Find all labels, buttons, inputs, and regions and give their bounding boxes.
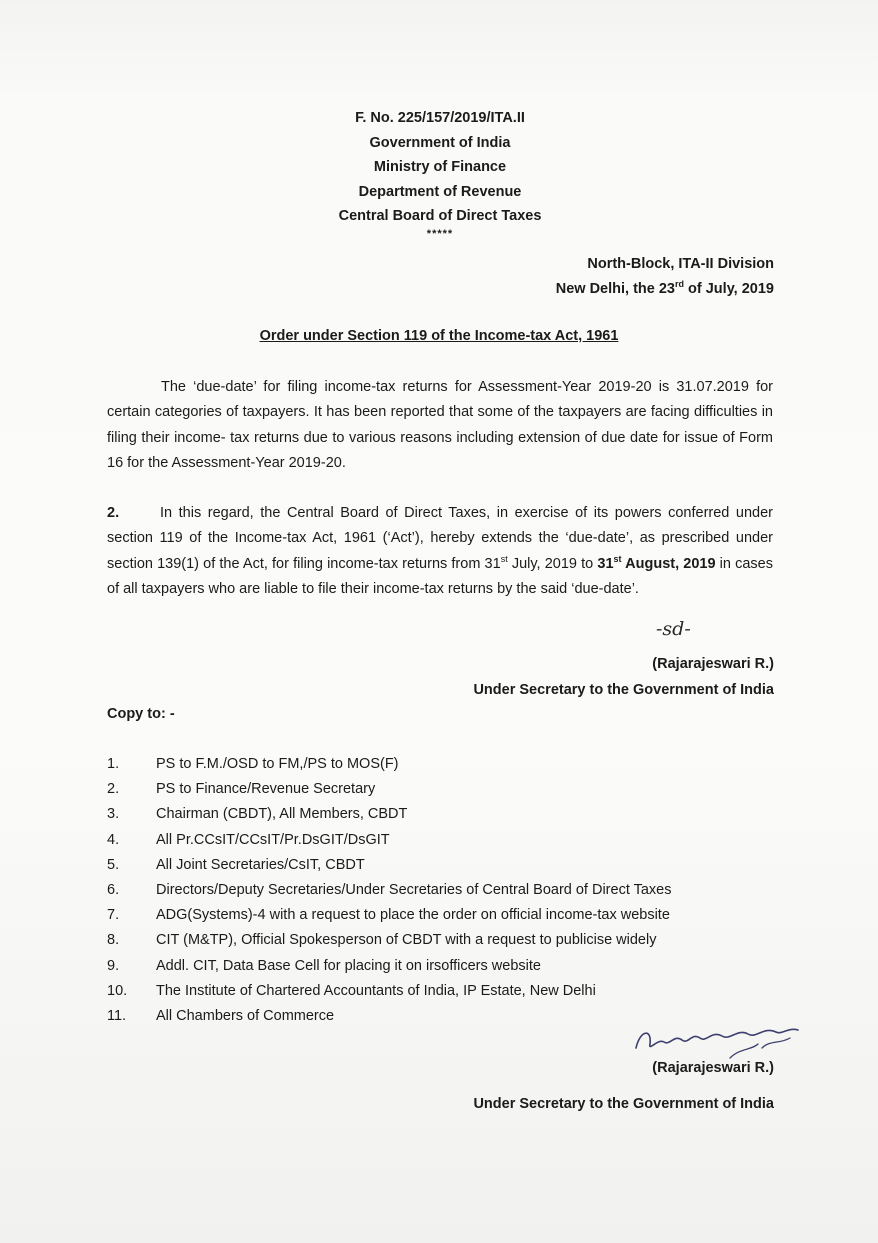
list-item bbox=[107, 752, 672, 777]
list-item-number: 5. bbox=[107, 856, 120, 873]
list-item bbox=[107, 853, 672, 878]
list-item bbox=[107, 928, 672, 953]
list-item-number: 7. bbox=[107, 907, 120, 924]
list-item-text: All Pr.CCsIT/CCsIT/Pr.DsGIT/DsGIT bbox=[156, 831, 390, 848]
list-item-number: 9. bbox=[107, 957, 120, 974]
list-item-text: CIT (M&TP), Official Spokesperson of CBDT with a request to publicise widely bbox=[156, 932, 657, 949]
ministry-line: Ministry of Finance bbox=[373, 159, 507, 175]
order-title: Order under Section 119 of the Income-tax Act, 1961 bbox=[259, 328, 619, 344]
file-number: F. No. 225/157/2019/ITA.II bbox=[355, 110, 525, 126]
copy-to-list bbox=[107, 752, 672, 1029]
paragraph-1: The ‘due-date’ for filing income-tax returns for Assessment-Year 2019-20 is 31.07.2019 for certain categories of taxpayers. It has been reported that some of the taxpayers are facing difficulties in filing their income- tax returns due to various reasons including extension of due date for issue of Form 16 for the Assessment-Year 2019-20. bbox=[107, 379, 773, 471]
list-item-number: 4. bbox=[107, 831, 120, 848]
list-item-text: All Chambers of Commerce bbox=[156, 1008, 335, 1025]
signatory-name: (Rajarajeswari R.) bbox=[652, 656, 774, 672]
sd-mark: -sd- bbox=[656, 618, 691, 640]
list-item-number: 3. bbox=[107, 806, 120, 823]
list-item bbox=[107, 878, 672, 903]
place-date-block bbox=[556, 252, 774, 301]
para2-bold-a: 31 bbox=[597, 555, 614, 572]
list-item bbox=[107, 954, 672, 979]
signatory2-designation: Under Secretary to the Government of India bbox=[473, 1096, 774, 1112]
list-item bbox=[107, 828, 672, 853]
list-item bbox=[107, 802, 672, 827]
department-line: Department of Revenue bbox=[358, 183, 522, 200]
para2-sup-b: st bbox=[613, 553, 622, 564]
list-item-text: PS to Finance/Revenue Secretary bbox=[156, 781, 376, 798]
date-suffix: of July, 2019 bbox=[684, 280, 774, 297]
government-line: Government of India bbox=[369, 134, 511, 151]
list-item bbox=[107, 777, 672, 802]
list-item bbox=[107, 903, 672, 928]
list-item-number: 1. bbox=[107, 756, 120, 772]
signatory-designation: Under Secretary to the Government of India bbox=[473, 682, 774, 698]
signatory-block bbox=[473, 651, 774, 703]
para2-bold-b: August, 2019 bbox=[621, 555, 716, 572]
para2-text-b: July, 2019 to bbox=[507, 555, 598, 572]
list-item-number: 2. bbox=[107, 781, 120, 798]
office-line: North-Block, ITA-II Division bbox=[587, 256, 774, 272]
copy-to-label: Copy to: - bbox=[107, 706, 175, 722]
board-line: Central Board of Direct Taxes bbox=[338, 208, 542, 224]
list-item-number: 10. bbox=[107, 982, 128, 999]
para2-text-c: in cases of all taxpayers who are liable to file their income-tax returns by the said ‘due-date’. bbox=[107, 555, 773, 597]
list-item-text: ADG(Systems)-4 with a request to place the order on official income-tax website bbox=[156, 907, 670, 924]
paragraph-2 bbox=[107, 501, 773, 602]
para2-sup-a: st bbox=[500, 553, 508, 564]
list-item bbox=[107, 979, 672, 1004]
list-item-text: Addl. CIT, Data Base Cell for placing it on irsofficers website bbox=[156, 957, 541, 974]
list-item-text: Chairman (CBDT), All Members, CBDT bbox=[156, 806, 408, 823]
paragraph-number: 2. bbox=[107, 505, 120, 521]
letter-header bbox=[0, 106, 878, 241]
list-item-number: 6. bbox=[107, 882, 120, 899]
list-item-number: 8. bbox=[107, 932, 120, 949]
signatory-block-2 bbox=[473, 1055, 774, 1117]
list-item-text: All Joint Secretaries/CsIT, CBDT bbox=[156, 856, 365, 873]
date-prefix: New Delhi, the 23 bbox=[555, 280, 675, 297]
list-item bbox=[107, 1004, 672, 1029]
separator-stars: ***** bbox=[426, 227, 454, 240]
date-sup: rd bbox=[675, 278, 684, 289]
list-item-text: The Institute of Chartered Accountants of India, IP Estate, New Delhi bbox=[156, 982, 596, 999]
signatory2-name: (Rajarajeswari R.) bbox=[652, 1060, 774, 1076]
para2-text-a: In this regard, the Central Board of Direct Taxes, in exercise of its powers conferred under section 119 of the Income-tax Act, 1961 (‘Act’), hereby extends the ‘due-date’, as prescribed under section 139(1) of the Act, for filing income-tax returns from 31 bbox=[107, 505, 773, 572]
list-item-text: PS to F.M./OSD to FM,/PS to MOS(F) bbox=[156, 756, 399, 772]
date-line bbox=[556, 277, 774, 302]
list-item-number: 11. bbox=[107, 1008, 127, 1025]
list-item-text: Directors/Deputy Secretaries/Under Secretaries of Central Board of Direct Taxes bbox=[156, 882, 672, 899]
